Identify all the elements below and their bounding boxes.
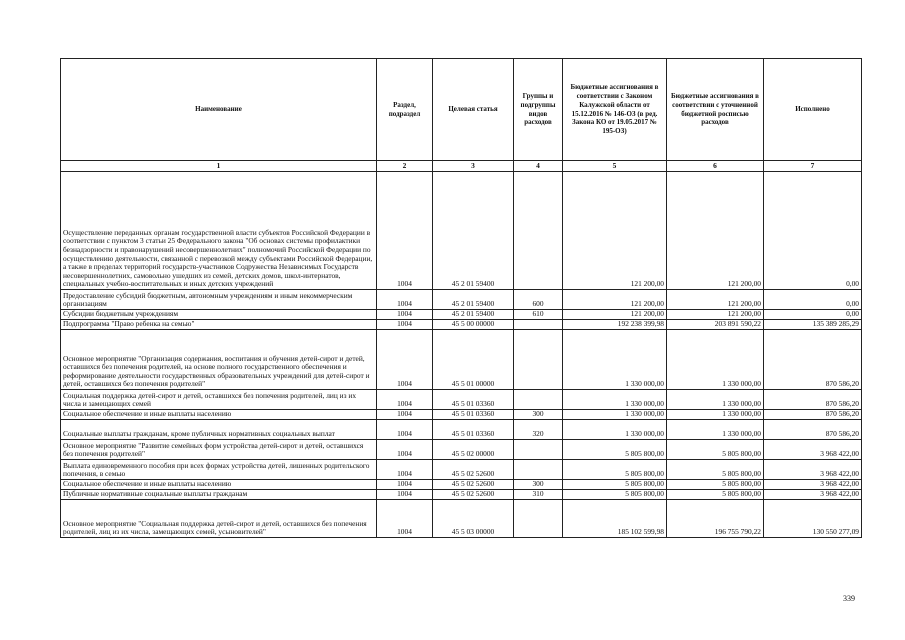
row-section: 1004 [377, 310, 433, 320]
row-approved: 5 805 800,00 [563, 460, 667, 480]
table-row [61, 410, 862, 420]
table-row [61, 290, 862, 310]
table-row [61, 330, 862, 390]
row-target: 45 5 01 03360 [433, 410, 514, 420]
row-group [514, 320, 563, 330]
row-group: 600 [514, 290, 563, 310]
row-refined: 121 200,00 [667, 310, 764, 320]
row-section: 1004 [377, 440, 433, 460]
col-header-executed: Исполнено [764, 59, 862, 161]
row-name: Социальные выплаты гражданам, кроме публичных нормативных социальных выплат [61, 420, 377, 440]
col-number: 3 [433, 161, 514, 172]
row-refined: 121 200,00 [667, 172, 764, 290]
col-header-name: Наименование [61, 59, 377, 161]
row-target: 45 5 01 03360 [433, 390, 514, 410]
row-approved: 5 805 800,00 [563, 490, 667, 500]
table-row [61, 310, 862, 320]
row-refined: 5 805 800,00 [667, 440, 764, 460]
row-name: Основное мероприятие "Социальная поддержка детей-сирот и детей, оставшихся без попечения родителей, лиц из их числа, замещающих семей, усыновителей" [61, 500, 377, 538]
row-section: 1004 [377, 290, 433, 310]
row-target: 45 5 00 00000 [433, 320, 514, 330]
row-name: Социальное обеспечение и иные выплаты населению [61, 410, 377, 420]
row-refined: 5 805 800,00 [667, 480, 764, 490]
col-header-approved: Бюджетные ассигнования в соответствии с Законом Калужской области от 15.12.2016 № 146-ОЗ (в ред. Закона КО от 19.05.2017 № 195-ОЗ) [563, 59, 667, 161]
row-group [514, 440, 563, 460]
row-executed: 3 968 422,00 [764, 480, 862, 490]
row-section: 1004 [377, 172, 433, 290]
row-approved: 1 330 000,00 [563, 390, 667, 410]
row-executed: 3 968 422,00 [764, 440, 862, 460]
row-name: Социальная поддержка детей-сирот и детей, оставшихся без попечения родителей, лиц из их числа и замещающих семей [61, 390, 377, 410]
row-approved: 185 102 599,98 [563, 500, 667, 538]
table-row [61, 480, 862, 490]
row-refined: 196 755 790,22 [667, 500, 764, 538]
row-group: 610 [514, 310, 563, 320]
row-name: Осуществление переданных органам государственной власти субъектов Российской Федерации в соответствии с пунктом 3 статьи 25 Федерального закона "Об основах системы профилактики безнадзорности и правонарушений несовершеннолетних" полномочий Российской Федерации по осуществлению деятельности, связанной с перевозкой между субъектами Российской Федерации, а также в пределах территорий государств-участников Содружества Независимых Государств несовершеннолетних, самовольно ушедших из семей, детских домов, школ-интернатов, специальных учебно-воспитательных и иных детских учреждений [61, 172, 377, 290]
col-number: 7 [764, 161, 862, 172]
row-name: Субсидии бюджетным учреждениям [61, 310, 377, 320]
row-target: 45 5 02 00000 [433, 440, 514, 460]
table-row [61, 490, 862, 500]
row-approved: 5 805 800,00 [563, 480, 667, 490]
row-executed: 0,00 [764, 172, 862, 290]
row-group [514, 390, 563, 410]
row-executed: 135 389 285,29 [764, 320, 862, 330]
row-section: 1004 [377, 420, 433, 440]
row-target: 45 5 02 52600 [433, 480, 514, 490]
col-header-refined: Бюджетные ассигнования в соответствии с уточненной бюджетной росписью расходов [667, 59, 764, 161]
page-number: 339 [843, 594, 855, 603]
row-name: Основное мероприятие "Развитие семейных форм устройства детей-сирот и детей, оставшихся без попечения родителей" [61, 440, 377, 460]
row-approved: 121 200,00 [563, 310, 667, 320]
table-row [61, 172, 862, 290]
row-approved: 121 200,00 [563, 290, 667, 310]
column-number-row [61, 161, 862, 172]
row-group [514, 172, 563, 290]
table-row [61, 390, 862, 410]
row-target: 45 2 01 59400 [433, 310, 514, 320]
col-number: 2 [377, 161, 433, 172]
row-refined: 5 805 800,00 [667, 460, 764, 480]
col-number: 6 [667, 161, 764, 172]
row-approved: 1 330 000,00 [563, 330, 667, 390]
row-group: 300 [514, 410, 563, 420]
row-refined: 1 330 000,00 [667, 420, 764, 440]
row-refined: 1 330 000,00 [667, 410, 764, 420]
row-section: 1004 [377, 480, 433, 490]
row-target: 45 2 01 59400 [433, 172, 514, 290]
row-name: Выплата единовременного пособия при всех формах устройства детей, лишенных родительского попечения, в семью [61, 460, 377, 480]
col-number: 4 [514, 161, 563, 172]
table-row [61, 420, 862, 440]
row-group [514, 460, 563, 480]
row-section: 1004 [377, 330, 433, 390]
row-name: Публичные нормативные социальные выплаты гражданам [61, 490, 377, 500]
row-approved: 121 200,00 [563, 172, 667, 290]
col-number: 1 [61, 161, 377, 172]
row-section: 1004 [377, 410, 433, 420]
col-number: 5 [563, 161, 667, 172]
row-target: 45 5 02 52600 [433, 490, 514, 500]
row-executed: 870 586,20 [764, 390, 862, 410]
col-header-target: Целевая статья [433, 59, 514, 161]
row-executed: 0,00 [764, 310, 862, 320]
row-group: 310 [514, 490, 563, 500]
table-row [61, 440, 862, 460]
row-group [514, 500, 563, 538]
row-refined: 1 330 000,00 [667, 330, 764, 390]
table-row [61, 460, 862, 480]
row-name: Подпрограмма "Право ребенка на семью" [61, 320, 377, 330]
col-header-group: Группы и подгруппы видов расходов [514, 59, 563, 161]
row-section: 1004 [377, 390, 433, 410]
row-approved: 5 805 800,00 [563, 440, 667, 460]
row-approved: 1 330 000,00 [563, 410, 667, 420]
table-row [61, 500, 862, 538]
row-executed: 870 586,20 [764, 330, 862, 390]
row-executed: 870 586,20 [764, 420, 862, 440]
row-section: 1004 [377, 460, 433, 480]
row-executed: 870 586,20 [764, 410, 862, 420]
row-name: Основное мероприятие "Организация содержания, воспитания и обучения детей-сирот и детей, оставшихся без попечения родителей, на основе полного государственного обеспечения и реформирование деятельности государственных образовательных учреждений для детей-сирот и детей, оставшихся без попечения родителей" [61, 330, 377, 390]
row-target: 45 5 01 03360 [433, 420, 514, 440]
header-row [61, 59, 862, 161]
row-name: Социальное обеспечение и иные выплаты населению [61, 480, 377, 490]
budget-table [60, 58, 862, 538]
row-target: 45 5 03 00000 [433, 500, 514, 538]
row-refined: 1 330 000,00 [667, 390, 764, 410]
row-target: 45 5 02 52600 [433, 460, 514, 480]
row-group: 320 [514, 420, 563, 440]
row-target: 45 2 01 59400 [433, 290, 514, 310]
row-target: 45 5 01 00000 [433, 330, 514, 390]
row-approved: 1 330 000,00 [563, 420, 667, 440]
row-executed: 0,00 [764, 290, 862, 310]
row-section: 1004 [377, 320, 433, 330]
col-header-section: Раздел, подраздел [377, 59, 433, 161]
row-name: Предоставление субсидий бюджетным, автономным учреждениям и иным некоммерческим организациям [61, 290, 377, 310]
row-executed: 3 968 422,00 [764, 490, 862, 500]
row-group: 300 [514, 480, 563, 490]
row-refined: 5 805 800,00 [667, 490, 764, 500]
row-approved: 192 238 399,98 [563, 320, 667, 330]
row-section: 1004 [377, 490, 433, 500]
row-section: 1004 [377, 500, 433, 538]
table-row [61, 320, 862, 330]
row-refined: 203 891 590,22 [667, 320, 764, 330]
row-executed: 3 968 422,00 [764, 460, 862, 480]
row-executed: 130 550 277,09 [764, 500, 862, 538]
row-refined: 121 200,00 [667, 290, 764, 310]
row-group [514, 330, 563, 390]
